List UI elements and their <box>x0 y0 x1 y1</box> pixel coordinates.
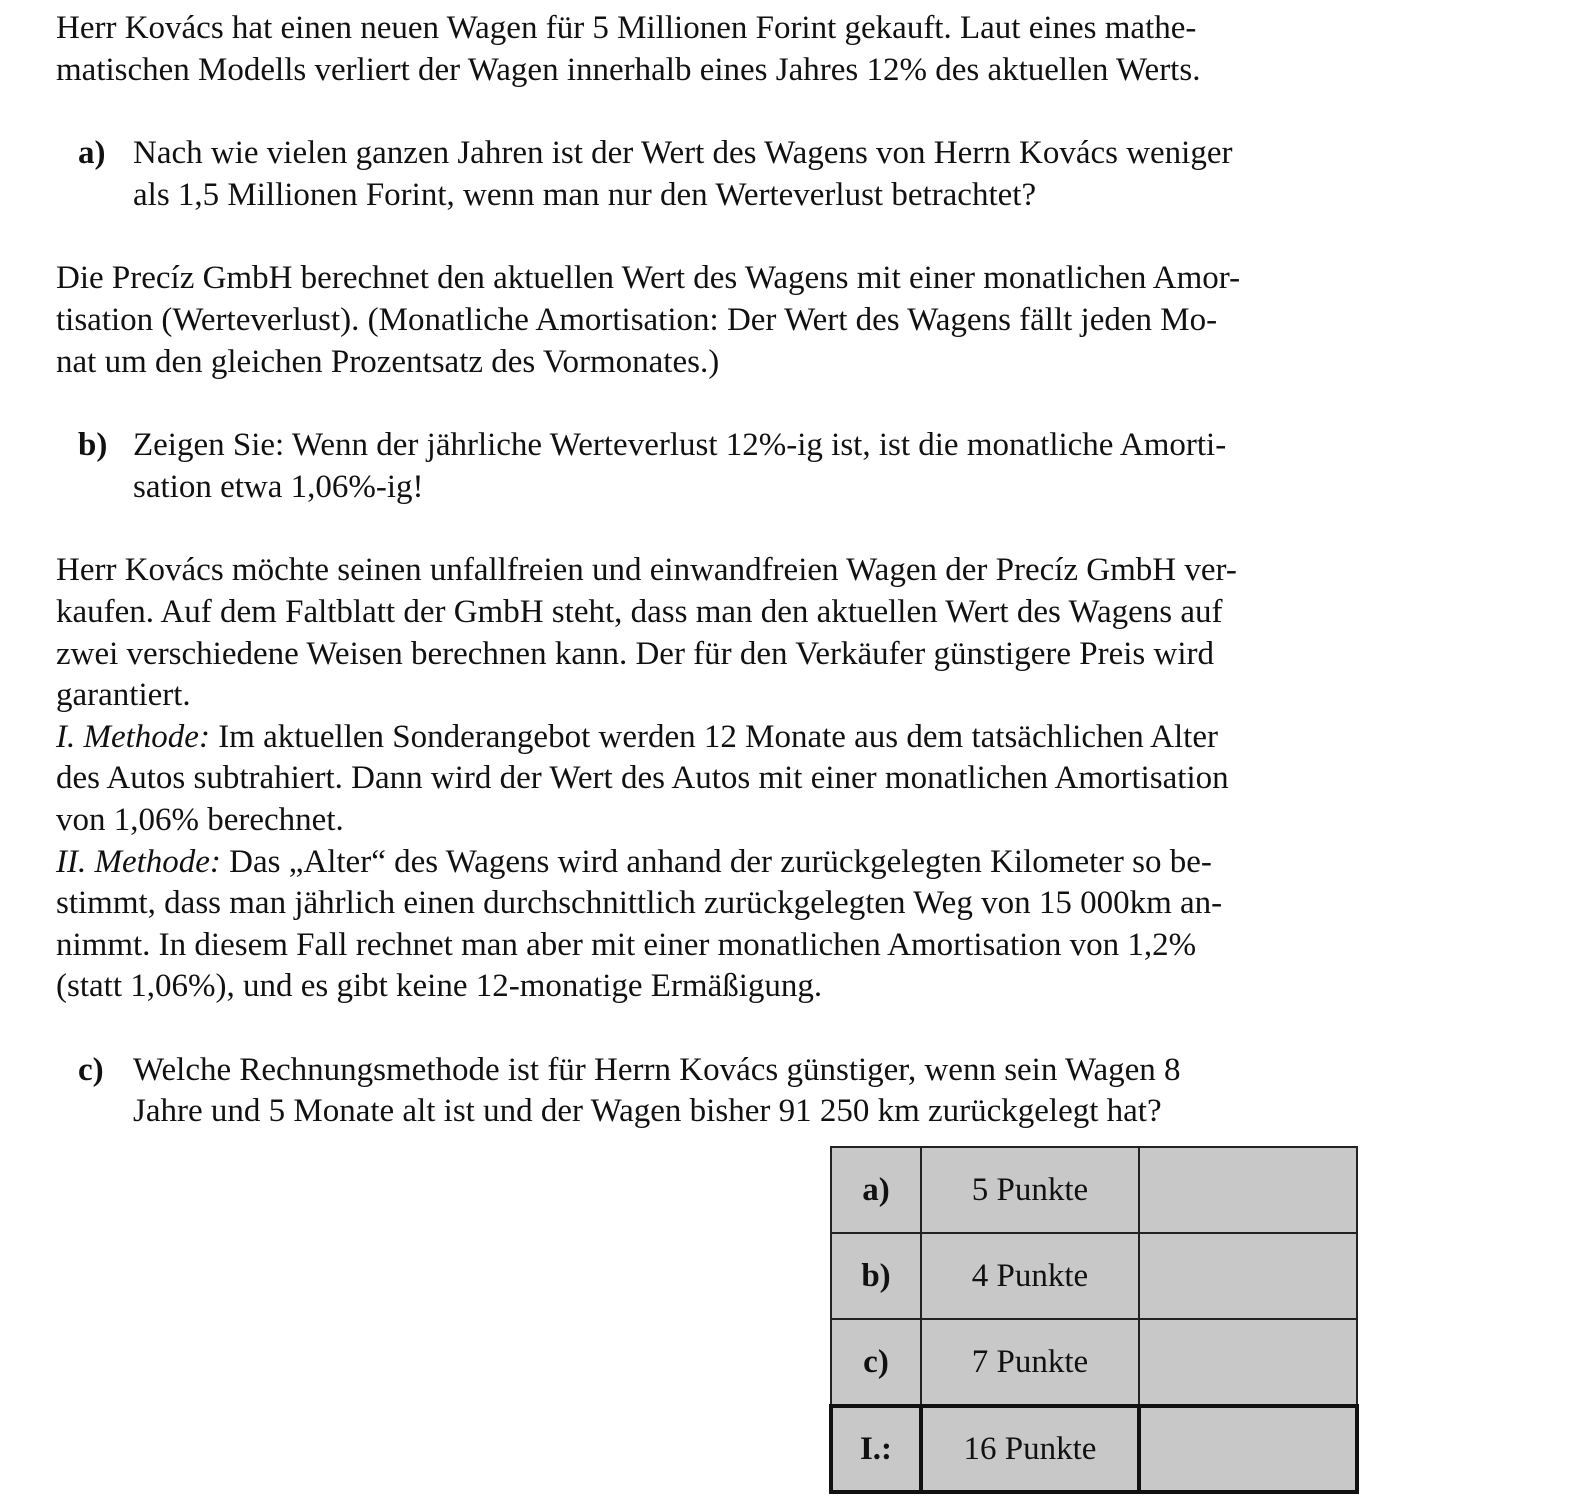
precis-line-1: Die Precíz GmbH berechnet den aktuellen Wert des Wagens mit einer monatlichen Amor- <box>56 260 1241 297</box>
score-total-achieved-cell[interactable] <box>1139 1406 1357 1492</box>
score-part-label: b) <box>831 1233 921 1319</box>
score-row-b <box>831 1233 1357 1319</box>
method-2-line-4: (statt 1,06%), und es gibt keine 12-monatige Ermäßigung. <box>56 968 823 1005</box>
task-a <box>56 133 1352 216</box>
task-a-letter: a) <box>78 135 106 172</box>
score-row-a <box>831 1147 1357 1233</box>
score-total-points: 16 Punkte <box>921 1406 1139 1492</box>
method-1-label: I. Methode: <box>56 718 210 755</box>
score-achieved-cell[interactable] <box>1139 1233 1357 1319</box>
task-c-line-1: Welche Rechnungsmethode ist für Herrn Kovács günstiger, wenn sein Wagen 8 <box>133 1051 1181 1088</box>
task-b <box>56 425 1352 508</box>
task-a-line-1: Nach wie vielen ganzen Jahren ist der Wert des Wagens von Herrn Kovács weniger <box>133 135 1233 172</box>
task-a-line-2: als 1,5 Millionen Forint, wenn man nur den Werteverlust betrachtet? <box>133 176 1037 213</box>
score-max-points: 4 Punkte <box>921 1233 1139 1319</box>
sale-paragraph <box>56 550 1352 1008</box>
method-2-line-1: Das „Alter“ des Wagens wird anhand der zurückgelegten Kilometer so be- <box>220 843 1212 880</box>
precis-paragraph <box>56 258 1352 383</box>
score-part-label: a) <box>831 1147 921 1233</box>
method-2-line-3: nimmt. In diesem Fall rechnet man aber mit einer monatlichen Amortisation von 1,2% <box>56 926 1197 963</box>
score-part-label: c) <box>831 1319 921 1406</box>
score-max-points: 7 Punkte <box>921 1319 1139 1406</box>
task-b-line-2: sation etwa 1,06%-ig! <box>133 468 424 505</box>
method-2-line-2: stimmt, dass man jährlich einen durchschnittlich zurückgelegten Weg von 15 000km an- <box>56 885 1223 922</box>
score-table <box>829 1146 1359 1494</box>
sale-line-1: Herr Kovács möchte seinen unfallfreien und einwandfreien Wagen der Precíz GmbH ver- <box>56 552 1237 589</box>
method-2-label: II. Methode: <box>56 843 221 880</box>
task-c-line-2: Jahre und 5 Monate alt ist und der Wagen bisher 91 250 km zurückgelegt hat? <box>133 1093 1162 1130</box>
sale-line-4: garantiert. <box>56 677 191 714</box>
sale-line-2: kaufen. Auf dem Faltblatt der GmbH steht, dass man den aktuellen Wert des Wagens auf <box>56 593 1223 630</box>
score-total-label: I.: <box>831 1406 921 1492</box>
intro-line-1: Herr Kovács hat einen neuen Wagen für 5 Millionen Forint gekauft. Laut eines mathe- <box>56 10 1197 46</box>
score-achieved-cell[interactable] <box>1139 1147 1357 1233</box>
task-b-letter: b) <box>78 427 108 464</box>
exam-page <box>56 8 1352 1133</box>
score-max-points: 5 Punkte <box>921 1147 1139 1233</box>
precis-line-2: tisation (Werteverlust). (Monatliche Amortisation: Der Wert des Wagens fällt jeden Mo- <box>56 301 1218 338</box>
intro-line-2: matischen Modells verliert der Wagen innerhalb eines Jahres 12% des aktuellen Werts. <box>56 51 1201 88</box>
intro-paragraph <box>56 8 1352 91</box>
task-c-letter: c) <box>78 1051 104 1088</box>
sale-line-3: zwei verschiedene Weisen berechnen kann. Der für den Verkäufer günstigere Preis wird <box>56 635 1214 672</box>
score-achieved-cell[interactable] <box>1139 1319 1357 1406</box>
method-1-line-1: Im aktuellen Sonderangebot werden 12 Monate aus dem tatsächlichen Alter <box>209 718 1218 755</box>
precis-line-3: nat um den gleichen Prozentsatz des Vormonates.) <box>56 343 720 380</box>
task-c <box>56 1050 1352 1133</box>
task-b-line-1: Zeigen Sie: Wenn der jährliche Werteverlust 12%-ig ist, ist die monatliche Amorti- <box>133 427 1227 464</box>
method-1-line-3: von 1,06% berechnet. <box>56 801 344 838</box>
score-row-total <box>831 1406 1357 1492</box>
score-row-c <box>831 1319 1357 1406</box>
method-1-line-2: des Autos subtrahiert. Dann wird der Wert des Autos mit einer monatlichen Amortisation <box>56 760 1229 797</box>
